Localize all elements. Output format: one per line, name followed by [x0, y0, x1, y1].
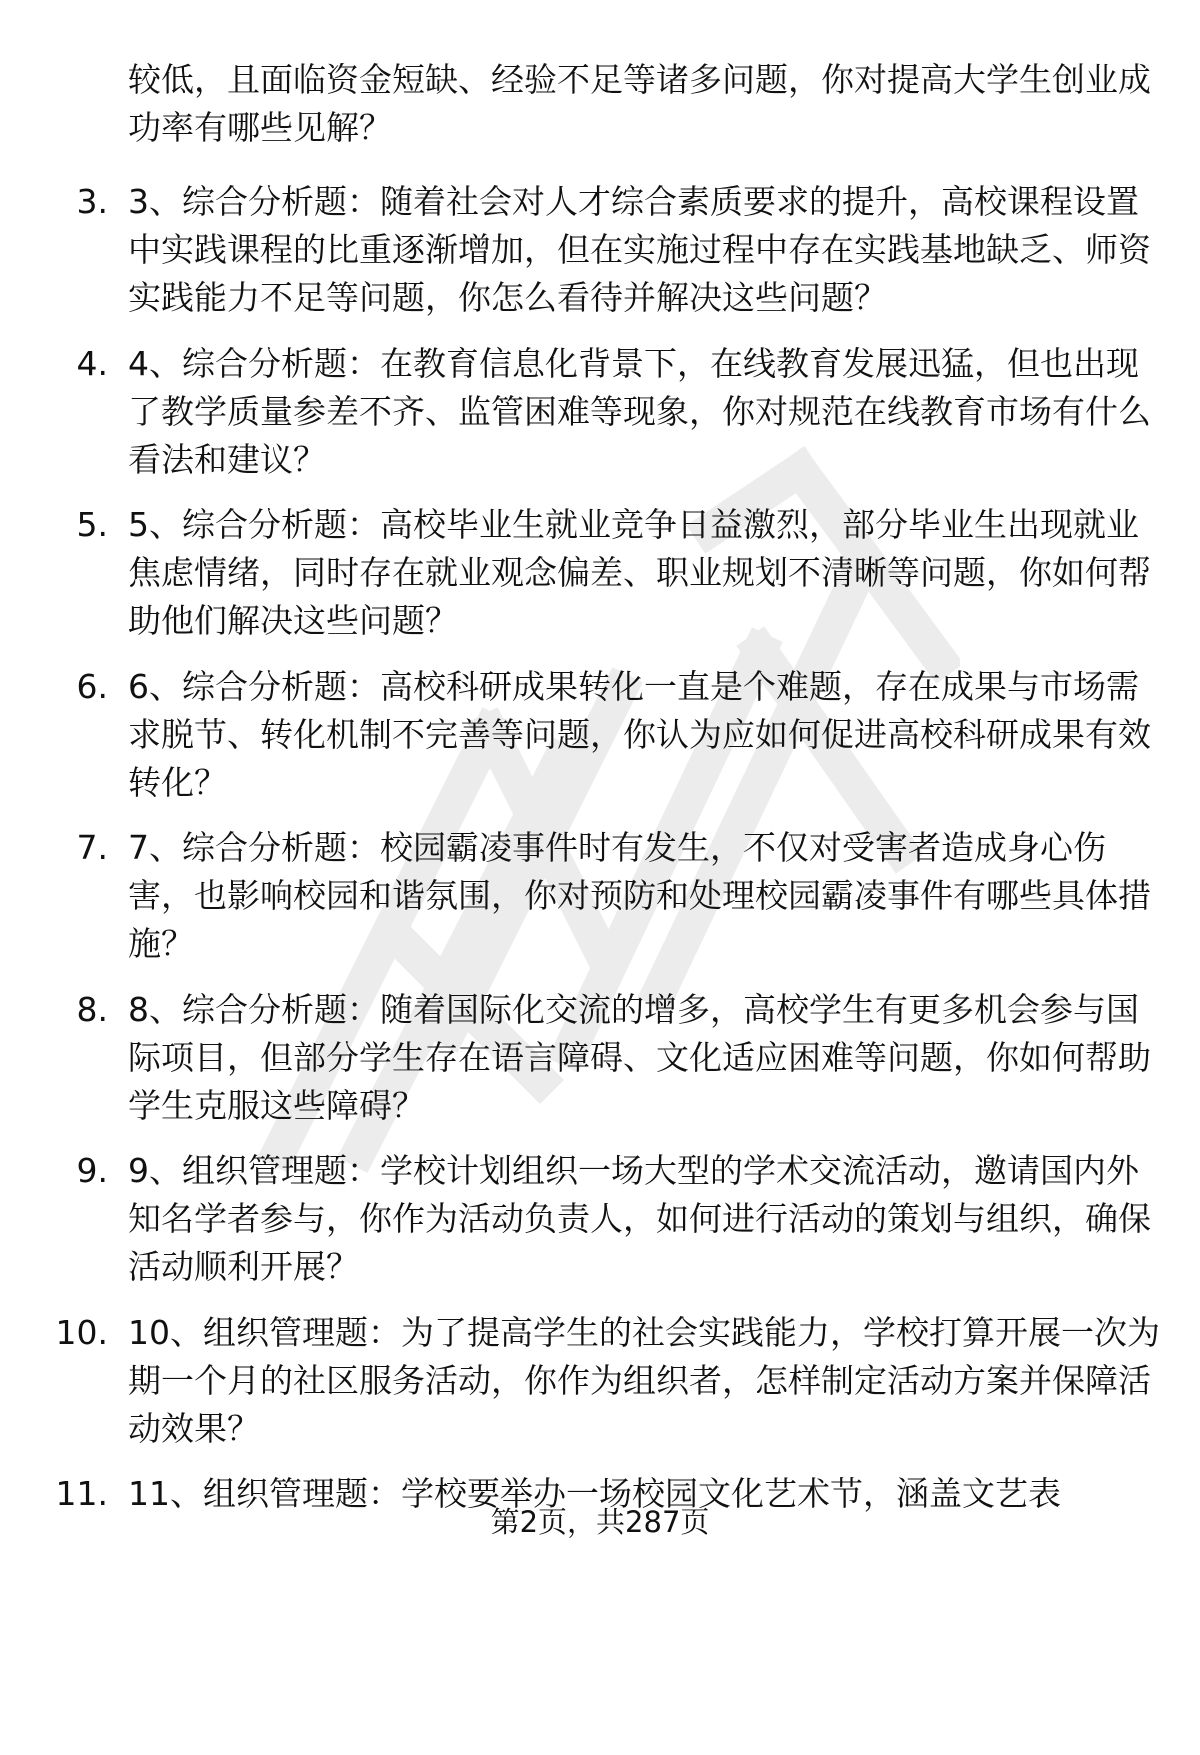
list-item-number: 5. [76, 505, 108, 544]
list-item-text: 8、综合分析题：随着国际化交流的增多，高校学生有更多机会参与国际项目，但部分学生存在语言障碍、文化适应困难等问题，你如何帮助学生克服这些障碍？ [128, 990, 1151, 1125]
list-item-text: 9、组织管理题：学校计划组织一场大型的学术交流活动，邀请国内外知名学者参与，你作为活动负责人，如何进行活动的策划与组织，确保活动顺利开展？ [128, 1151, 1151, 1286]
list-item-number: 3. [76, 182, 108, 221]
list-item-number: 6. [76, 667, 108, 706]
list-item-text: 6、综合分析题：高校科研成果转化一直是个难题，存在成果与市场需求脱节、转化机制不完善等问题，你认为应如何促进高校科研成果有效转化？ [128, 667, 1151, 802]
list-item-number: 10. [55, 1313, 108, 1352]
list-item-number: 8. [76, 990, 108, 1029]
page-indicator: 第2页，共287页 [490, 1505, 710, 1539]
list-item-number: 9. [76, 1151, 108, 1190]
list-item-text: 7、综合分析题：校园霸凌事件时有发生，不仅对受害者造成身心伤害，也影响校园和谐氛围，你对预防和处理校园霸凌事件有哪些具体措施？ [128, 828, 1151, 963]
list-item-number: 11. [55, 1474, 108, 1513]
list-item-text: 4、综合分析题：在教育信息化背景下，在线教育发展迅猛，但也出现了教学质量参差不齐、监管困难等现象，你对规范在线教育市场有什么看法和建议？ [128, 344, 1151, 479]
list-item-number: 7. [76, 828, 108, 867]
list-item-text: 11、组织管理题：学校要举办一场校园文化艺术节，涵盖文艺表 [128, 1474, 1061, 1513]
continued-paragraph: 较低，且面临资金短缺、经验不足等诸多问题，你对提高大学生创业成功率有哪些见解？ [128, 60, 1151, 147]
list-item-text: 5、综合分析题：高校毕业生就业竞争日益激烈，部分毕业生出现就业焦虑情绪，同时存在就业观念偏差、职业规划不清晰等问题，你如何帮助他们解决这些问题？ [128, 505, 1151, 640]
list-item-text: 10、组织管理题：为了提高学生的社会实践能力，学校打算开展一次为期一个月的社区服务活动，你作为组织者，怎样制定活动方案并保障活动效果？ [128, 1313, 1160, 1448]
list-item-number: 4. [76, 344, 108, 383]
list-item-text: 3、综合分析题：随着社会对人才综合素质要求的提升，高校课程设置中实践课程的比重逐渐增加，但在实施过程中存在实践基地缺乏、师资实践能力不足等问题，你怎么看待并解决这些问题？ [128, 182, 1151, 317]
